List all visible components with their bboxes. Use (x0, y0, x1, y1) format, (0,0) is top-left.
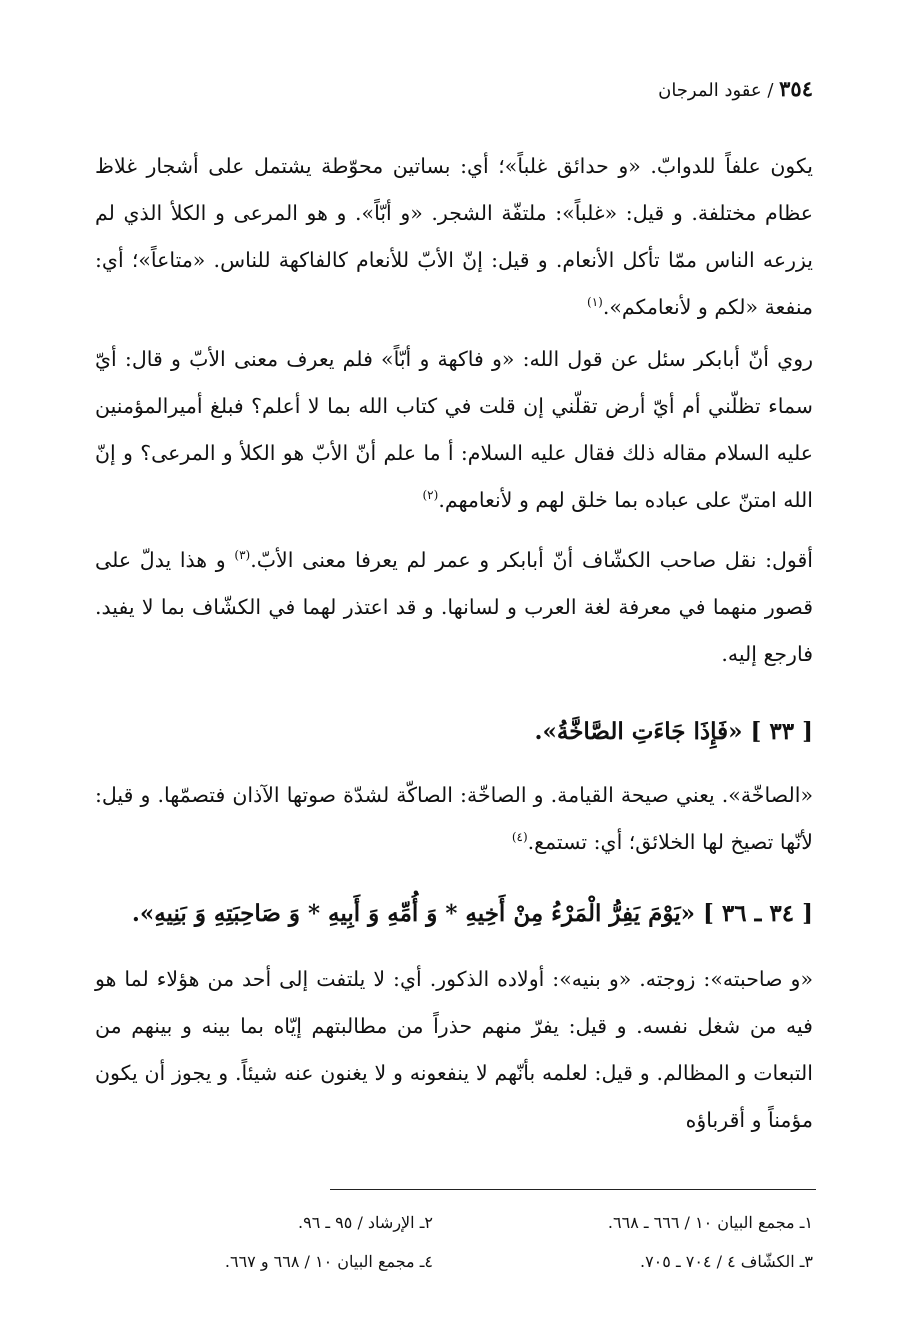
paragraph-3-text-b: و هذا يدلّ على قصور منهما في معرفة لغة العرب و لسانها. و قد اعتذر لهما في الكشّاف بما لا يفيد. فارجع إليه. (95, 548, 813, 666)
paragraph-2-text: روي أنّ أبابكر سئل عن قول الله: «و فاكهة و أبّاً» فلم يعرف معنى الأبّ و قال: أيّ سماء تظلّني أم أيّ أرض تقلّني إن قلت في كتاب الله بما لا أعلم؟ فبلغ أميرالمؤمنين عليه السلام مقاله ذلك فقال عليه السلام: أ ما علم أنّ الأبّ هو الكلأ و المرعى؟ و إنّ الله امتنّ على عباده بما خلق لهم و لأنعامهم. (95, 347, 813, 512)
paragraph-3 (95, 537, 813, 678)
paragraph-2 (95, 336, 813, 524)
running-head (658, 76, 813, 101)
paragraph-3-text-a: أقول: نقل صاحب الكشّاف أنّ أبابكر و عمر لم يعرفا معنى الأبّ. (250, 548, 813, 572)
page-number: ٣٥٤ (779, 76, 813, 101)
paragraph-1 (95, 143, 813, 331)
verse-heading-34-36: [ ٣٤ ـ ٣٦ ] «يَوْمَ يَفِرُّ الْمَرْءُ مِنْ أَخِيهِ * وَ أُمِّهِ وَ أَبِيهِ * وَ صَاحِبَتِهِ وَ بَنِيهِ». (131, 900, 813, 927)
footnote-2: ٢ـ الإرشاد / ٩٥ ـ ٩٦. (298, 1213, 433, 1232)
footnote-3: ٣ـ الكشّاف ٤ / ٧٠٤ ـ ٧٠٥. (639, 1252, 813, 1271)
paragraph-5-text: «و صاحبته»: زوجته. «و بنيه»: أولاده الذكور. أي: لا يلتفت إلى أحد من هؤلاء لما هو فيه من شغل نفسه. و قيل: يفرّ منهم حذراً من مطالبتهم إيّاه بما بينه و بينهم من التبعات و المظالم. و قيل: لعلمه بأنّهم لا ينفعونه و لا يغنون عنه شيئاً. و يجوز أن يكون مؤمناً و أقرباؤه (95, 967, 813, 1132)
book-title: / عقود المرجان (658, 80, 774, 101)
paragraph-4 (95, 772, 813, 866)
footnote-1: ١ـ مجمع البيان ١٠ / ٦٦٦ ـ ٦٦٨. (607, 1213, 813, 1232)
paragraph-5 (95, 956, 813, 1144)
footnote-ref-1: (١) (587, 295, 603, 310)
paragraph-4-text: «الصاخّة». يعني صيحة القيامة. و الصاخّة: الصاكّة لشدّة صوتها الآذان فتصمّها. و قيل: لأنّها تصيخ لها الخلائق؛ أي: تستمع. (95, 783, 813, 854)
footnote-4: ٤ـ مجمع البيان ١٠ / ٦٦٨ و ٦٦٧. (224, 1252, 433, 1271)
footnote-divider (330, 1189, 816, 1190)
footnote-ref-4: (٤) (511, 830, 528, 845)
verse-heading-33: [ ٣٣ ] «فَإِذَا جَاءَتِ الصَّاخَّةُ». (534, 718, 813, 745)
paragraph-1-text: يكون علفاً للدوابّ. «و حدائق غلباً»؛ أي: بساتين محوّطة يشتمل على أشجار غلاظ عظام مختلفة. و قيل: «غلباً»: ملتفّة الشجر. «و أبّاً». و هو المرعى و الكلأ الذي لم يزرعه الناس ممّا تأكل الأنعام. و قيل: إنّ الأبّ للأنعام كالفاكهة للناس. «متاعاً»؛ أي: منفعة «لكم و لأنعامكم». (95, 154, 813, 319)
footnote-ref-2: (٢) (422, 488, 439, 503)
footnote-ref-3: (٣) (234, 548, 251, 563)
